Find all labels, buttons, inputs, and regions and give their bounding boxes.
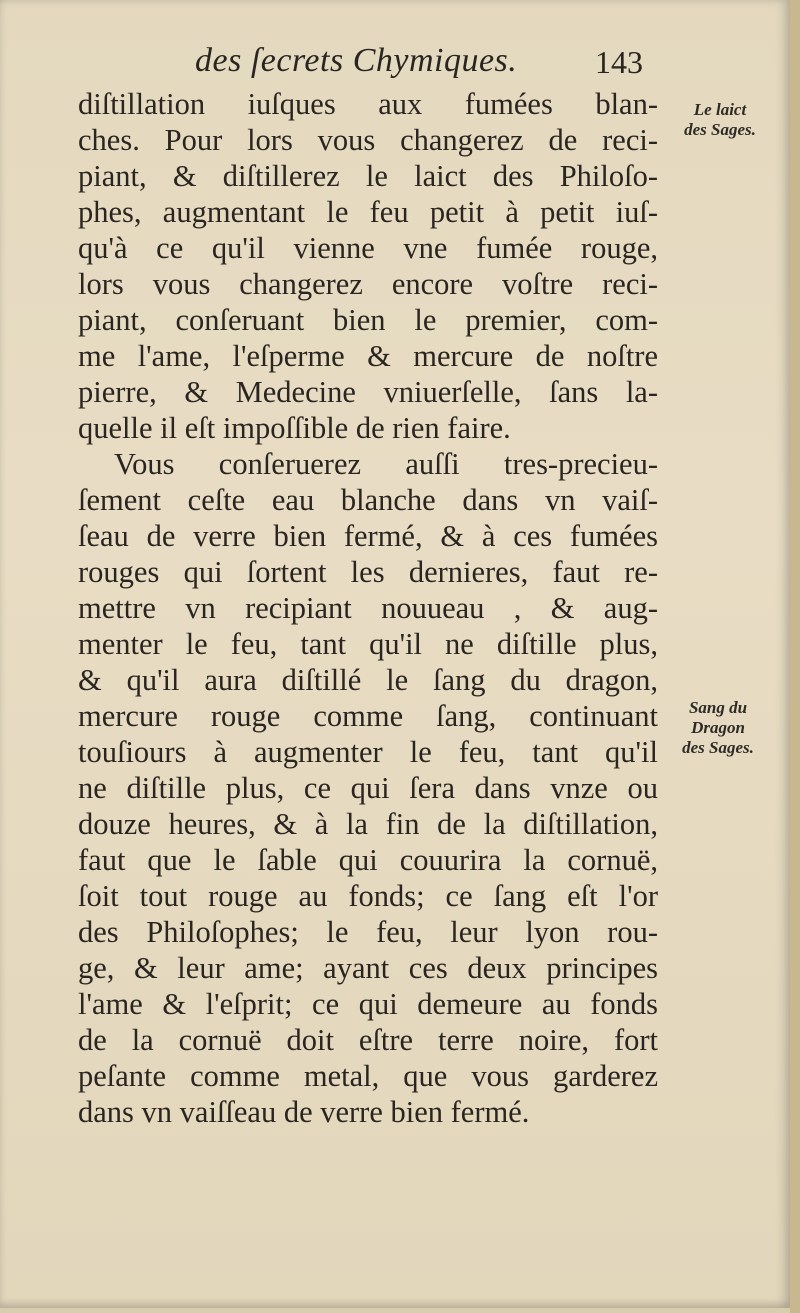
text-line: ge, & leur ame; ayant ces deux principes — [78, 951, 658, 985]
body-text — [78, 86, 658, 1130]
text-line: me l'ame, l'eſperme & mercure de noſtre — [78, 339, 658, 373]
text-line: ches. Pour lors vous changerez de reci- — [78, 123, 658, 157]
text-line: phes, augmentant le feu petit à petit iuſ- — [78, 195, 658, 229]
marginal-note-line: des Sages. — [682, 738, 754, 757]
text-line: Vous conſeruerez auſſi tres-precieu- — [114, 447, 658, 481]
text-line: peſante comme metal, que vous garderez — [78, 1059, 658, 1093]
text-line: qu'à ce qu'il vienne vne fumée rouge, — [78, 231, 658, 265]
text-line: l'ame & l'eſprit; ce qui demeure au fonds — [78, 987, 658, 1021]
text-line: piant, & diſtillerez le laict des Philoſo- — [78, 159, 658, 193]
marginal-note-line: Le laict — [693, 100, 747, 119]
text-line: touſiours à augmenter le feu, tant qu'il — [78, 735, 658, 769]
text-line: de la cornuë doit eſtre terre noire, fort — [78, 1023, 658, 1057]
text-line: piant, conſeruant bien le premier, com- — [78, 303, 658, 337]
text-line: quelle il eſt impoſſible de rien faire. — [78, 411, 511, 445]
text-line: ne diſtille plus, ce qui ſera dans vnze ou — [78, 771, 658, 805]
text-line: ſoit tout rouge au fonds; ce ſang eſt l'or — [78, 879, 658, 913]
text-line: ſement ceſte eau blanche dans vn vaiſ- — [78, 483, 658, 517]
text-line: dans vn vaiſſeau de verre bien fermé. — [78, 1095, 530, 1129]
running-head — [195, 42, 655, 82]
running-head-title: des ſecrets Chymiques. — [195, 42, 518, 79]
text-line: rouges qui ſortent les dernieres, faut re- — [78, 555, 658, 589]
marginal-note-line: Dragon — [691, 718, 745, 737]
text-line: pierre, & Medecine vniuerſelle, ſans la- — [78, 375, 658, 409]
text-line: mercure rouge comme ſang, continuant — [78, 699, 658, 733]
text-line: faut que le ſable qui couurira la cornuë, — [78, 843, 658, 877]
text-line: & qu'il aura diſtillé le ſang du dragon, — [78, 663, 658, 697]
text-line: menter le feu, tant qu'il ne diſtille plus, — [78, 627, 658, 661]
marginal-note-sang — [668, 698, 768, 758]
marginal-note-line: des Sages. — [684, 120, 756, 139]
page-edge — [790, 0, 800, 1313]
marginal-note-line: Sang du — [688, 698, 748, 717]
text-line: mettre vn recipiant nouueau , & aug- — [78, 591, 658, 625]
marginal-note-laict — [665, 100, 775, 140]
text-line: des Philoſophes; le feu, leur lyon rou- — [78, 915, 658, 949]
text-line: lors vous changerez encore voſtre reci- — [78, 267, 658, 301]
text-line: ſeau de verre bien fermé, & à ces fumées — [78, 519, 658, 553]
text-line: douze heures, & à la fin de la diſtillation, — [78, 807, 658, 841]
page-number: 143 — [595, 44, 643, 80]
text-line: diſtillation iuſques aux fumées blan- — [78, 87, 658, 121]
